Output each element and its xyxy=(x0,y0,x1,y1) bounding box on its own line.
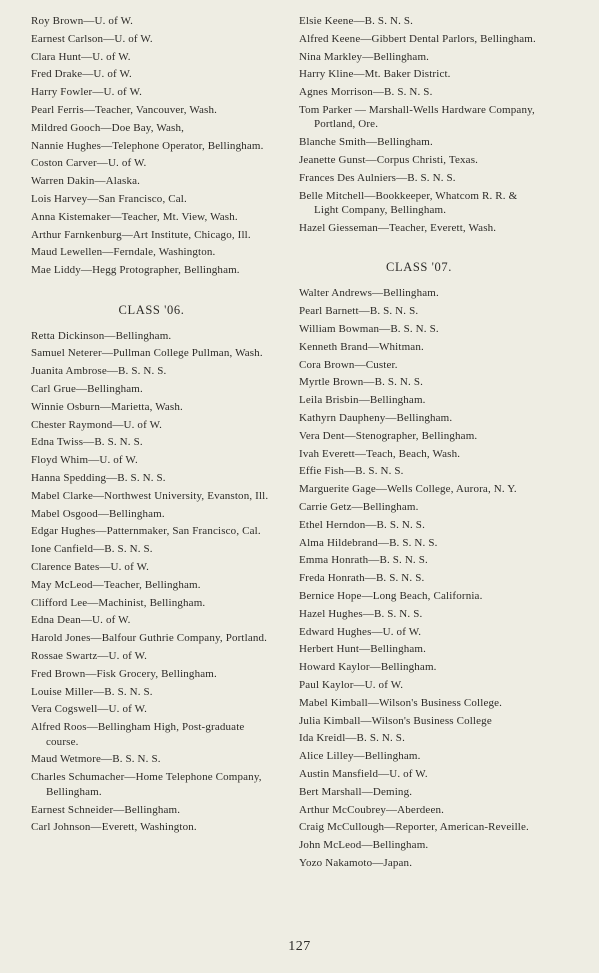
alumni-entry: Ida Kreidl—B. S. N. S. xyxy=(299,732,405,745)
alumni-entry: Pearl Ferris—Teacher, Vancouver, Wash. xyxy=(31,103,218,116)
alumni-entry: Carl Grue—Bellingham. xyxy=(31,383,143,396)
alumni-entry: Frances Des Aulniers—B. S. N. S. xyxy=(299,171,456,184)
alumni-entry: John McLeod—Bellingham. xyxy=(299,839,429,852)
alumni-entry: Bernice Hope—Long Beach, California. xyxy=(299,590,483,603)
alumni-entry: Lois Harvey—San Francisco, Cal. xyxy=(31,192,187,205)
alumni-entry: Ethel Herndon—B. S. N. S. xyxy=(299,518,425,531)
alumni-entry: Yozo Nakamoto—Japan. xyxy=(299,856,413,869)
right-top-list xyxy=(299,14,539,235)
class-07-heading: CLASS '07. xyxy=(386,260,452,275)
alumni-entry: Louise Miller—B. S. N. S. xyxy=(31,685,153,698)
alumni-entry: Earnest Carlson—U. of W. xyxy=(31,32,153,45)
class-06-heading: CLASS '06. xyxy=(118,302,185,317)
alumni-entry: Ivah Everett—Teach, Beach, Wash. xyxy=(299,447,461,460)
alumni-entry: Alice Lilley—Bellingham. xyxy=(299,750,421,763)
alumni-entry: Harry Fowler—U. of W. xyxy=(31,86,142,99)
class-06-list xyxy=(31,329,272,835)
alumni-entry: Howard Kaylor—Bellingham. xyxy=(299,661,437,674)
alumni-entry: Anna Kistemaker—Teacher, Mt. View, Wash. xyxy=(31,210,238,223)
alumni-entry: Samuel Neterer—Pullman College Pullman, Wash. xyxy=(31,347,263,360)
alumni-entry: Pearl Barnett—B. S. N. S. xyxy=(299,305,419,318)
alumni-entry: Austin Mansfield—U. of W. xyxy=(299,767,428,780)
alumni-entry: Floyd Whim—U. of W. xyxy=(31,454,138,467)
alumni-entry: Fred Drake—U. of W. xyxy=(31,68,132,81)
alumni-entry: Fred Brown—Fisk Grocery, Bellingham. xyxy=(31,667,217,680)
alumni-entry: Edward Hughes—U. of W. xyxy=(299,625,422,638)
alumni-entry: Earnest Schneider—Bellingham. xyxy=(31,803,181,816)
alumni-entry: Bert Marshall—Deming. xyxy=(299,785,413,798)
alumni-entry: Rossae Swartz—U. of W. xyxy=(31,650,148,662)
alumni-entry: Chester Raymond—U. of W. xyxy=(31,418,163,431)
alumni-entry: Edgar Hughes—Patternmaker, San Francisco, Cal. xyxy=(31,525,261,538)
alumni-entry: Hanna Spedding—B. S. N. S. xyxy=(31,472,166,485)
alumni-entry: Charles Schumacher—Home Telephone Company, Bellingham. xyxy=(31,771,262,798)
alumni-entry: Edna Twiss—B. S. N. S. xyxy=(31,436,143,449)
alumni-entry: Coston Carver—U. of W. xyxy=(31,157,147,170)
alumni-entry: Mabel Osgood—Bellingham. xyxy=(31,507,165,520)
alumni-entry: Mildred Gooch—Doe Bay, Wash, xyxy=(31,121,185,134)
alumni-entry: Emma Honrath—B. S. N. S. xyxy=(299,554,428,567)
alumni-entry: Julia Kimball—Wilson's Business College xyxy=(299,714,492,727)
alumni-entry: Warren Dakin—Alaska. xyxy=(31,175,141,188)
alumni-entry: Craig McCullough—Reporter, American-Reveille. xyxy=(299,821,529,834)
alumni-entry: Kenneth Brand—Whitman. xyxy=(299,340,424,353)
alumni-entry: Alfred Roos—Bellingham High, Post-graduate course. xyxy=(31,721,245,748)
alumni-entry: Carrie Getz—Bellingham. xyxy=(299,501,419,514)
alumni-entry: Winnie Osburn—Marietta, Wash. xyxy=(31,400,183,413)
alumni-entry: Clifford Lee—Machinist, Bellingham. xyxy=(31,596,206,609)
alumni-entry: Leila Brisbin—Bellingham. xyxy=(299,394,426,407)
alumni-entry: Roy Brown—U. of W. xyxy=(31,15,134,27)
alumni-entry: Maud Lewellen—Ferndale, Washington. xyxy=(31,246,216,259)
right-column xyxy=(299,14,539,874)
alumni-entry: Nina Markley—Bellingham. xyxy=(299,50,430,63)
alumni-entry: Vera Dent—Stenographer, Bellingham. xyxy=(299,429,478,442)
alumni-entry: Jeanette Gunst—Corpus Christi, Texas. xyxy=(299,154,479,167)
alumni-entry: Effie Fish—B. S. N. S. xyxy=(299,465,404,478)
alumni-entry: Harold Jones—Balfour Guthrie Company, Portland. xyxy=(31,632,268,645)
alumni-entry: Hazel Giesseman—Teacher, Everett, Wash. xyxy=(299,221,497,234)
left-column xyxy=(31,14,272,838)
alumni-entry: Cora Brown—Custer. xyxy=(299,358,398,371)
alumni-entry: Freda Honrath—B. S. N. S. xyxy=(299,572,425,585)
alumni-entry: Herbert Hunt—Bellingham. xyxy=(299,643,427,656)
alumni-entry: Nannie Hughes—Telephone Operator, Bellingham. xyxy=(31,139,264,152)
alumni-entry: Harry Kline—Mt. Baker District. xyxy=(299,68,451,81)
alumni-entry: Agnes Morrison—B. S. N. S. xyxy=(299,86,433,99)
alumni-entry: Alfred Keene—Gibbert Dental Parlors, Bellingham. xyxy=(299,32,536,45)
alumni-entry: Clara Hunt—U. of W. xyxy=(31,50,131,63)
alumni-entry: Mabel Kimball—Wilson's Business College. xyxy=(299,696,503,709)
alumni-entry: Mae Liddy—Hegg Protographer, Bellingham. xyxy=(31,264,240,277)
alumni-entry: Ione Canfield—B. S. N. S. xyxy=(31,543,153,556)
alumni-entry: Belle Mitchell—Bookkeeper, Whatcom R. R. & Light Company, Bellingham. xyxy=(299,189,518,217)
alumni-entry: Hazel Hughes—B. S. N. S. xyxy=(299,607,423,620)
alumni-entry: Maud Wetmore—B. S. N. S. xyxy=(31,753,161,766)
alumni-entry: Elsie Keene—B. S. N. S. xyxy=(299,15,414,27)
alumni-entry: Edna Dean—U. of W. xyxy=(31,614,131,627)
alumni-entry: Arthur Farnkenburg—Art Institute, Chicago, Ill. xyxy=(31,228,251,241)
alumni-entry: William Bowman—B. S. N. S. xyxy=(299,323,439,336)
alumni-entry: Myrtle Brown—B. S. N. S. xyxy=(299,376,423,389)
alumni-entry: Walter Andrews—Bellingham. xyxy=(299,287,439,300)
alumni-entry: Carl Johnson—Everett, Washington. xyxy=(31,821,197,834)
alumni-entry: Marguerite Gage—Wells College, Aurora, N. Y. xyxy=(299,483,517,496)
alumni-entry: Tom Parker — Marshall-Wells Hardware Company, Portland, Ore. xyxy=(299,103,535,131)
alumni-entry: Juanita Ambrose—B. S. N. S. xyxy=(31,365,167,378)
left-top-list xyxy=(31,14,272,278)
alumni-entry: Retta Dickinson—Bellingham. xyxy=(31,329,172,342)
alumni-entry: Alma Hildebrand—B. S. N. S. xyxy=(299,536,438,549)
alumni-entry: Clarence Bates—U. of W. xyxy=(31,561,150,574)
alumni-entry: May McLeod—Teacher, Bellingham. xyxy=(31,578,201,591)
alumni-entry: Vera Cogswell—U. of W. xyxy=(31,703,148,716)
alumni-entry: Blanche Smith—Bellingham. xyxy=(299,136,433,149)
alumni-entry: Paul Kaylor—U. of W. xyxy=(299,679,404,691)
alumni-entry: Kathyrn Daupheny—Bellingham. xyxy=(299,412,453,425)
class-07-list xyxy=(299,286,539,870)
alumni-entry: Mabel Clarke—Northwest University, Evanston, Ill. xyxy=(31,489,269,502)
alumni-entry: Arthur McCoubrey—Aberdeen. xyxy=(299,803,445,816)
page-number: 127 xyxy=(288,939,311,954)
